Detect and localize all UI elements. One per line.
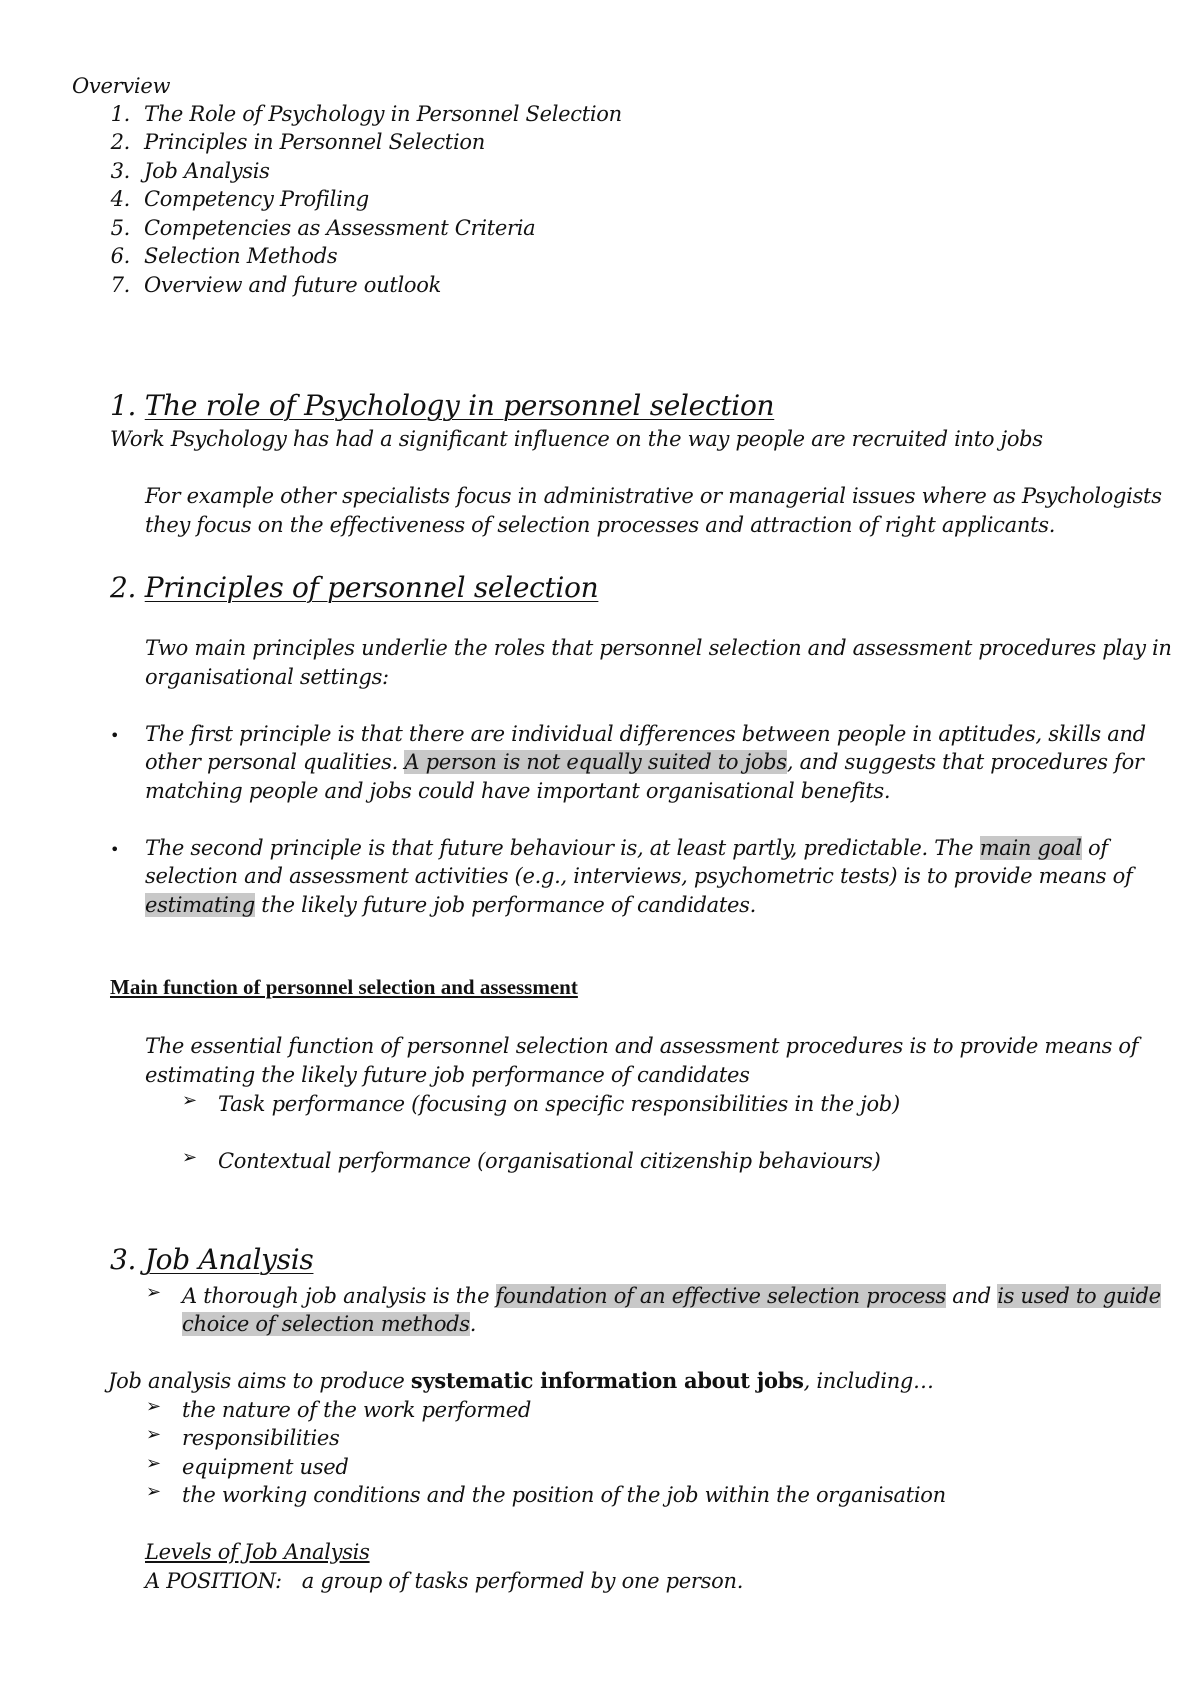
position-text: a group of tasks performed by one person. [301, 1569, 744, 1593]
overview-item-text: Overview and future outlook [144, 273, 442, 297]
bold-text: systematic information about jobs [410, 1368, 804, 1393]
levels-of-job-analysis-heading: Levels of Job Analysis [145, 1540, 370, 1564]
section-2-intro-line: organisational settings: [145, 665, 389, 689]
section-2-number: 2. [110, 571, 137, 604]
main-function-item: Contextual performance (organisational citizenship behaviours) [218, 1149, 881, 1173]
job-analysis-aims-item: equipment used [182, 1455, 349, 1479]
principle-1-line [145, 748, 1144, 776]
principle-2-line [145, 834, 1108, 862]
overview-item-number: 1. [110, 102, 130, 126]
section-1-intro: Work Psychology has had a significant influence on the way people are recruited into jobs [110, 427, 1043, 451]
arrow-bullet-icon: ➢ [146, 1282, 162, 1303]
main-function-paragraph-line: The essential function of personnel selection and assessment procedures is to provide means of [145, 1034, 1139, 1058]
overview-item-number: 3. [110, 159, 130, 183]
arrow-bullet-icon: ➢ [182, 1090, 198, 1111]
text-run: , including… [803, 1369, 934, 1393]
job-analysis-bullet-line [182, 1310, 476, 1338]
principle-1-line: matching people and jobs could have important organisational benefits. [145, 779, 891, 803]
arrow-bullet-icon: ➢ [146, 1396, 162, 1417]
job-analysis-aims-item: the working conditions and the position of the job within the organisation [182, 1483, 946, 1507]
highlighted-text: choice of selection methods [182, 1312, 470, 1336]
overview-item-text: Selection Methods [144, 244, 338, 268]
section-2-heading [110, 570, 598, 606]
overview-item-text: Competencies as Assessment Criteria [144, 216, 536, 240]
text-run: the likely future job performance of candidates. [254, 893, 757, 917]
section-3-title: Job Analysis [144, 1243, 314, 1276]
text-run: The second principle is that future behaviour is, at least partly, predictable. The [145, 836, 980, 860]
arrow-bullet-icon: ➢ [146, 1481, 162, 1502]
job-analysis-aims [108, 1367, 934, 1395]
bullet-icon: • [110, 726, 120, 745]
principle-1-line: The first principle is that there are individual differences between people in aptitudes, skills and [145, 722, 1146, 746]
section-1-number: 1. [110, 389, 137, 422]
overview-item-text: Principles in Personnel Selection [144, 130, 485, 154]
overview-item-text: Job Analysis [144, 159, 270, 183]
arrow-bullet-icon: ➢ [146, 1424, 162, 1445]
overview-item-number: 6. [110, 244, 130, 268]
main-function-paragraph-line: estimating the likely future job performance of candidates [145, 1063, 750, 1087]
highlighted-text: A person is not equally suited to jobs [404, 750, 787, 774]
section-3-number: 3. [110, 1243, 137, 1276]
main-function-heading: Main function of personnel selection and assessment [110, 975, 578, 999]
text-run: of [1081, 836, 1108, 860]
section-2-title: Principles of personnel selection [144, 571, 599, 604]
highlighted-text: is used to guide [997, 1284, 1161, 1308]
overview-item-text: Competency Profiling [144, 187, 369, 211]
section-1-heading [110, 388, 774, 424]
section-1-paragraph-line: For example other specialists focus in administrative or managerial issues where as Psychologists [145, 484, 1162, 508]
arrow-bullet-icon: ➢ [146, 1453, 162, 1474]
overview-item-number: 4. [110, 187, 130, 211]
text-run: and [945, 1284, 998, 1308]
text-run: Job analysis aims to produce [108, 1369, 411, 1393]
principle-2-line: selection and assessment activities (e.g., interviews, psychometric tests) is to provide means of [145, 864, 1133, 888]
job-analysis-aims-item: responsibilities [182, 1426, 340, 1450]
highlighted-text: estimating [145, 893, 255, 917]
principle-2-line [145, 891, 756, 919]
text-run: . [469, 1312, 477, 1336]
section-1-paragraph-line: they focus on the effectiveness of selection processes and attraction of right applicants. [145, 513, 1056, 537]
section-3-heading [110, 1242, 313, 1278]
section-2-intro-line: Two main principles underlie the roles that personnel selection and assessment procedures play in [145, 636, 1172, 660]
highlighted-text: foundation of an effective selection process [495, 1284, 946, 1308]
overview-item-text: The Role of Psychology in Personnel Selection [144, 102, 622, 126]
job-analysis-bullet-line [182, 1282, 1161, 1310]
job-analysis-aims-item: the nature of the work performed [182, 1398, 531, 1422]
position-label: A POSITION: [145, 1569, 282, 1593]
text-run: , and suggests that procedures for [786, 750, 1144, 774]
text-run: A thorough job analysis is the [182, 1284, 496, 1308]
overview-item-number: 7. [110, 273, 130, 297]
highlighted-text: main goal [979, 836, 1082, 860]
text-run: other personal qualities. [145, 750, 405, 774]
main-function-item: Task performance (focusing on specific responsibilities in the job) [218, 1092, 900, 1116]
section-1-title: The role of Psychology in personnel selection [144, 389, 775, 422]
overview-title: Overview [72, 74, 171, 98]
arrow-bullet-icon: ➢ [182, 1147, 198, 1168]
overview-item-number: 2. [110, 130, 130, 154]
overview-item-number: 5. [110, 216, 130, 240]
position-definition [145, 1567, 743, 1595]
bullet-icon: • [110, 840, 120, 859]
